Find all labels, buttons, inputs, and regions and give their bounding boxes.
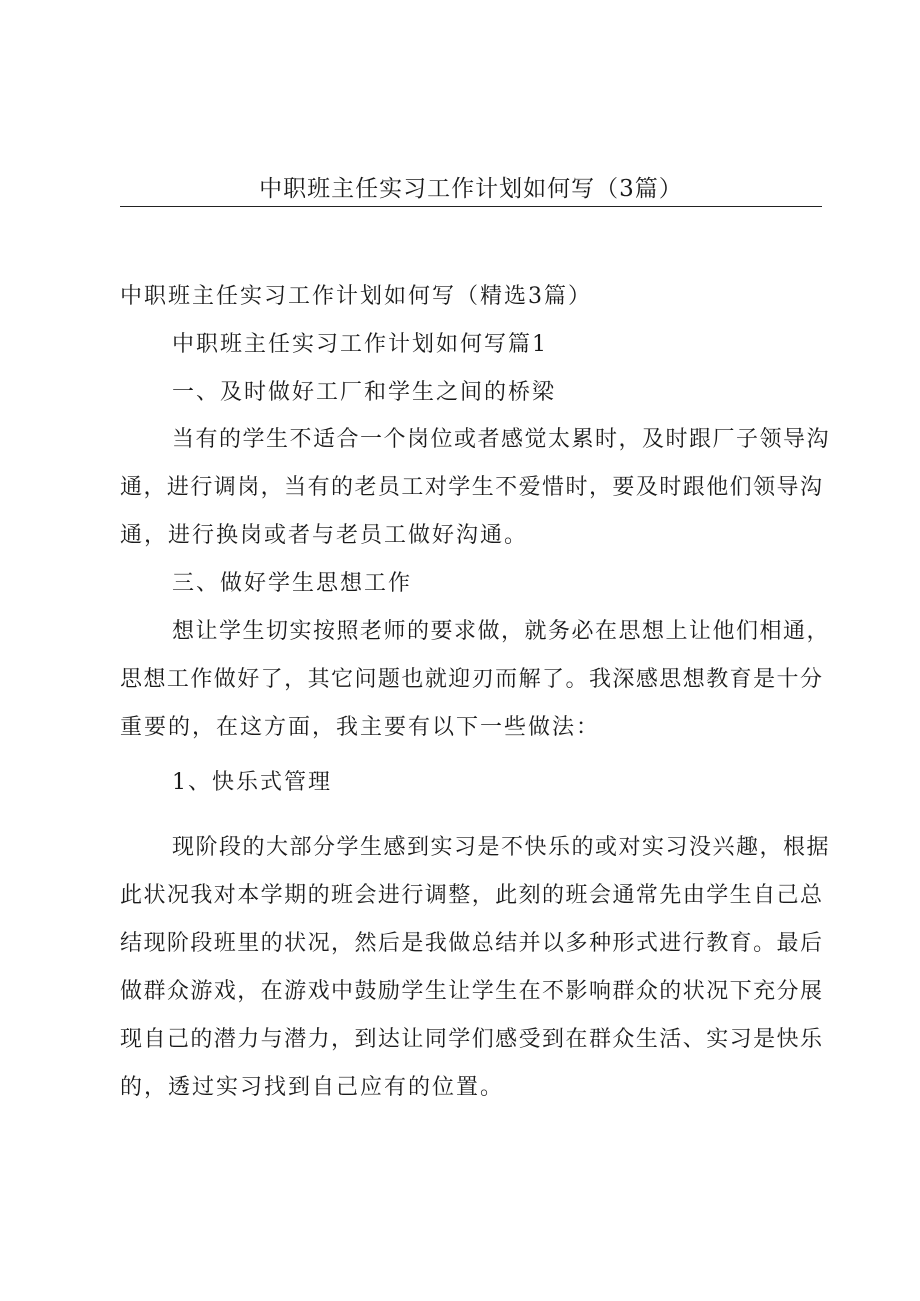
paragraph-line: 思想工作做好了，其它问题也就迎刃而解了。我深感思想教育是十分 [120,667,822,692]
subheading-happy-management: 1、快乐式管理 [172,770,332,795]
paragraph-line: 重要的，在这方面，我主要有以下一些做法： [120,715,601,740]
paragraph-line: 结现阶段班里的状况，然后是我做总结并以多种形式进行教育。最后 [120,931,822,956]
paragraph-line: 通，进行换岗或者与老员工做好沟通。 [120,523,529,548]
title-underline [120,206,822,207]
paragraph-line: 此状况我对本学期的班会进行调整，此刻的班会通常先由学生自己总 [120,883,822,908]
paragraph-line: 现阶段的大部分学生感到实习是不快乐的或对实习没兴趣，根据 [172,835,831,860]
paragraph-line: 想让学生切实按照老师的要求做，就务必在思想上让他们相通， [172,619,831,644]
paragraph-line: 的，透过实习找到自己应有的位置。 [120,1075,505,1100]
paragraph-line: 当有的学生不适合一个岗位或者感觉太累时，及时跟厂子领导沟 [172,427,831,452]
heading-bridge: 一、及时做好工厂和学生之间的桥梁 [172,380,557,405]
paragraph-line: 现自己的潜力与潜力，到达让同学们感受到在群众生活、实习是快乐 [120,1027,822,1052]
paragraph-line: 通，进行调岗，当有的老员工对学生不爱惜时，要及时跟他们领导沟 [120,475,822,500]
paragraph-line: 做群众游戏，在游戏中鼓励学生让学生在不影响群众的状况下充分展 [120,979,822,1004]
page-title: 中职班主任实习工作计划如何写（3篇） [259,176,683,202]
heading-thought-work: 三、做好学生思想工作 [172,571,413,596]
section-heading: 中职班主任实习工作计划如何写篇1 [172,332,548,357]
document-subtitle: 中职班主任实习工作计划如何写（精选3篇） [120,284,592,309]
